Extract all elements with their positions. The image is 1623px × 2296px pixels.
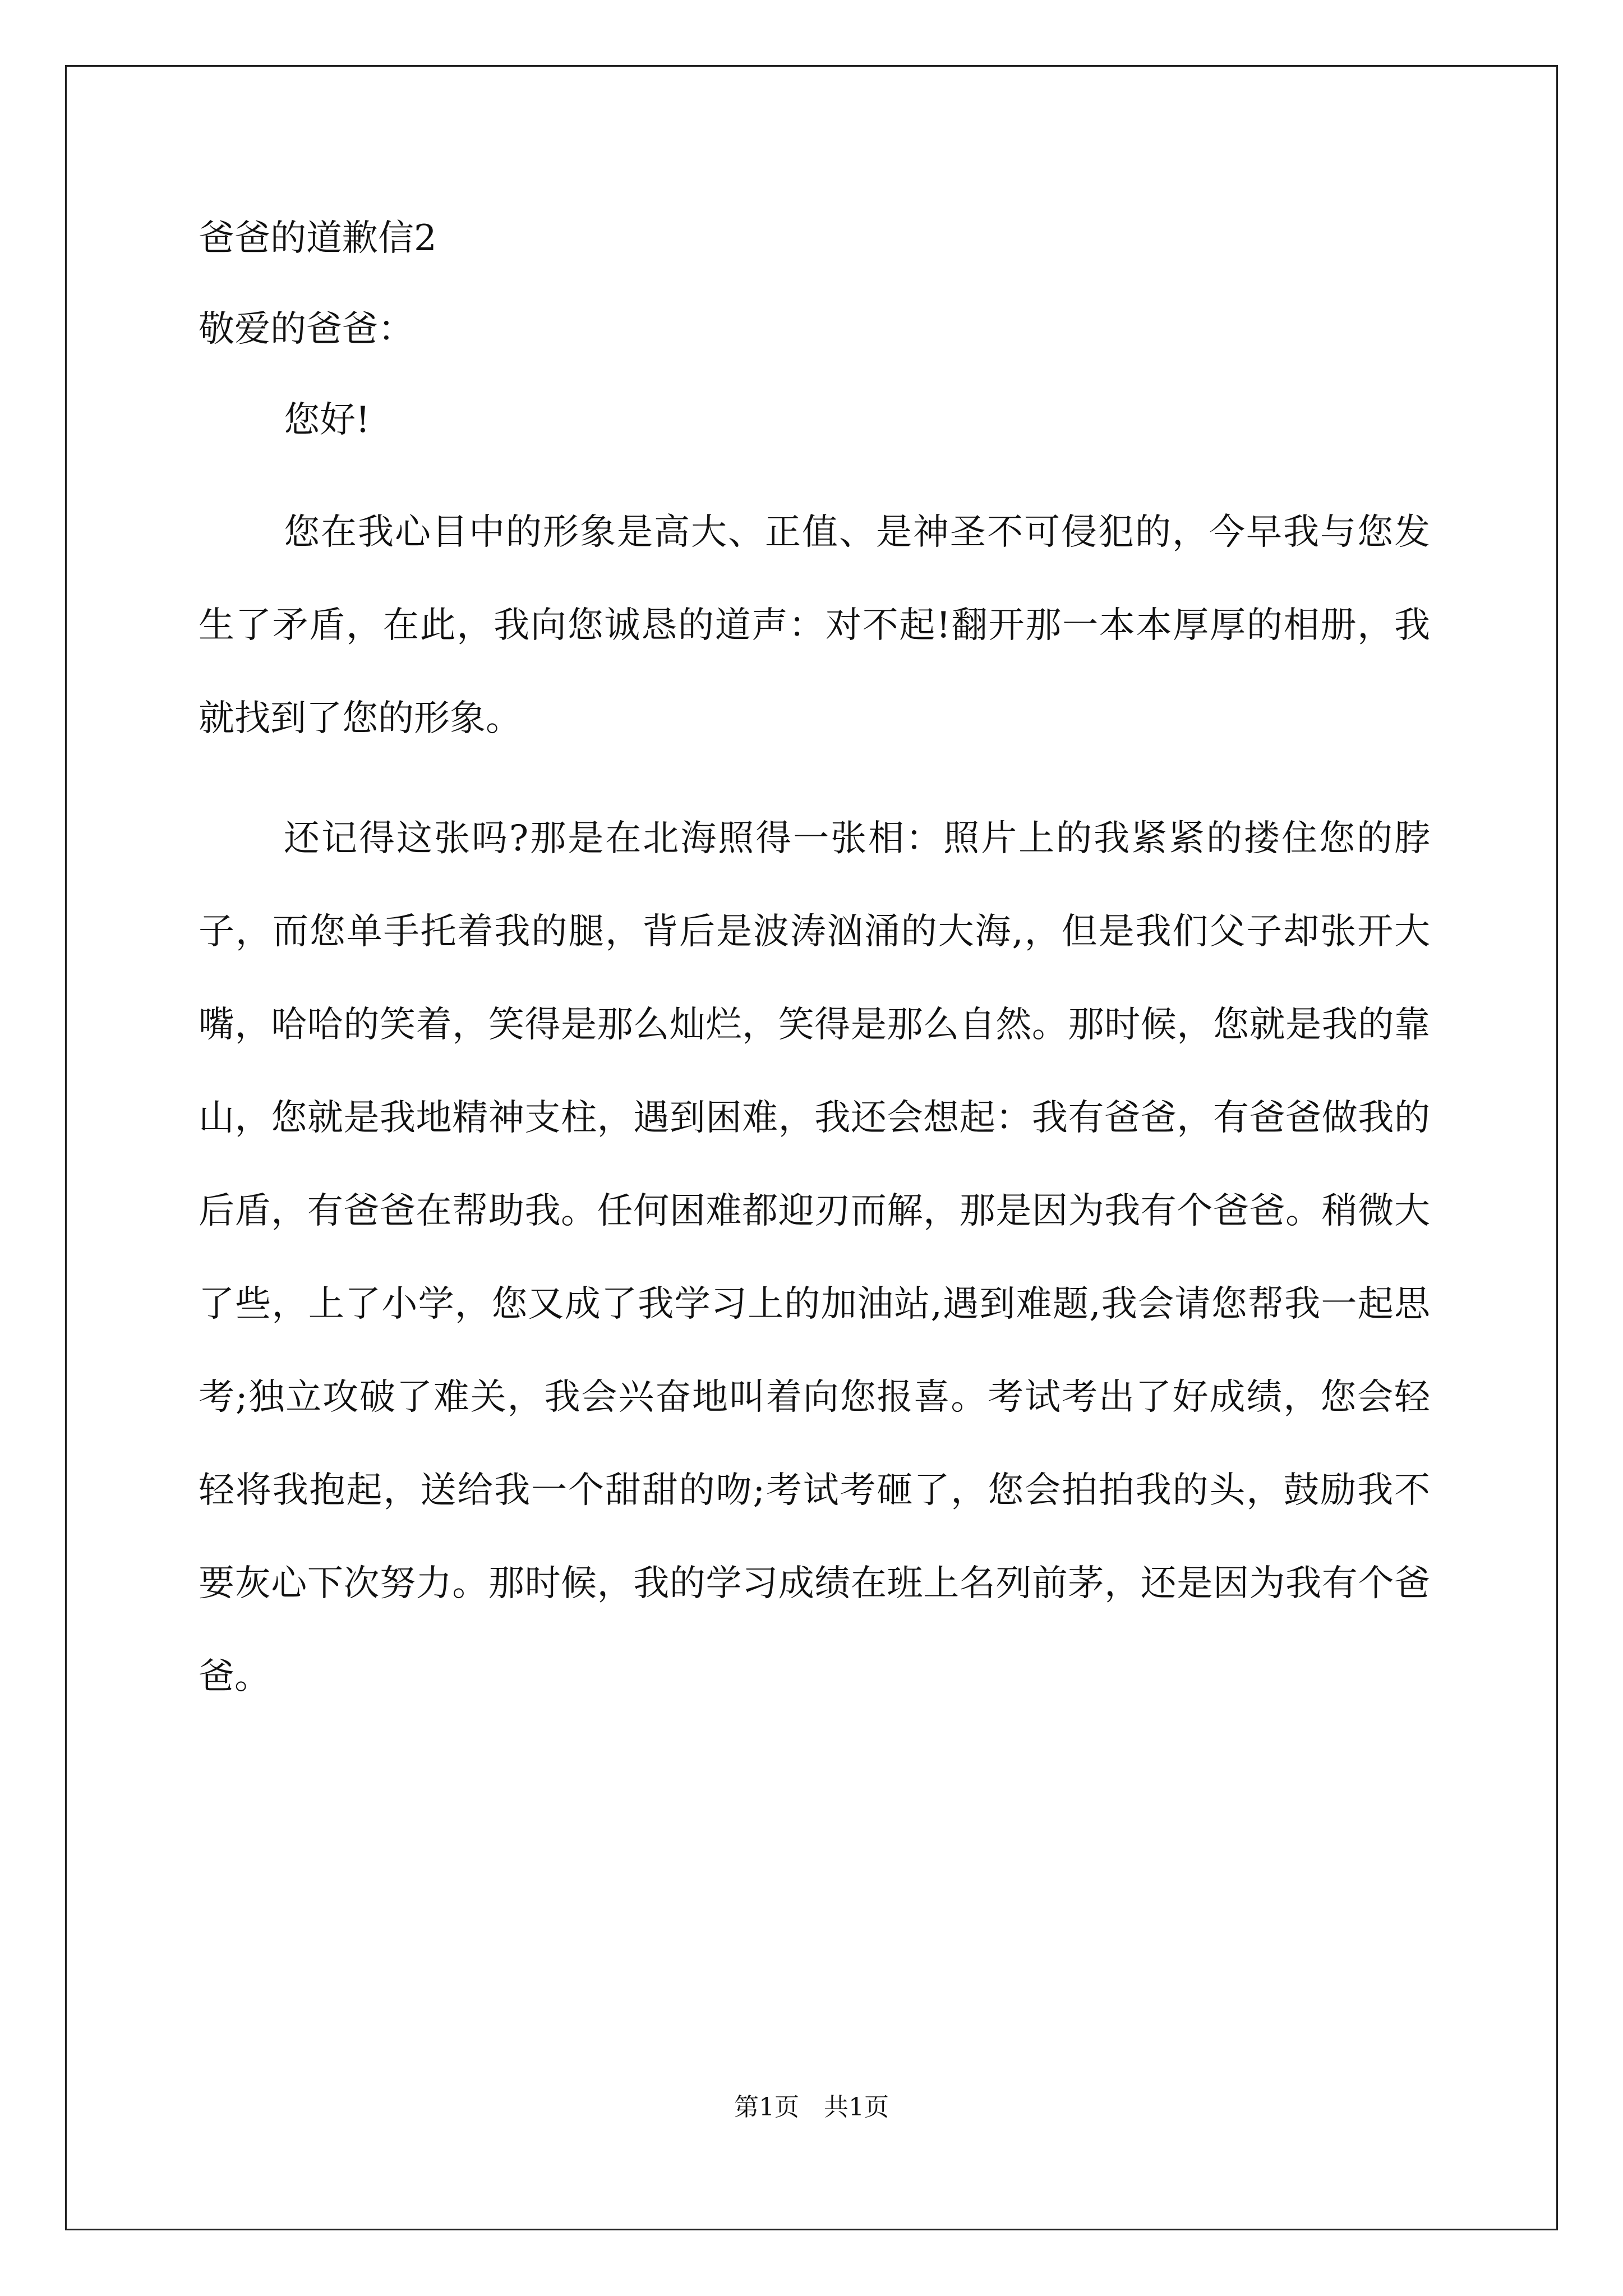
paragraph-1: 您在我心目中的形象是高大、正值、是神圣不可侵犯的，今早我与您发生了矛盾，在此，我向您诚恳的道声：对不起!翻开那一本本厚厚的相册，我就找到了您的形象。 xyxy=(199,512,1430,739)
letter-body xyxy=(199,213,1430,1723)
letter-title: 爸爸的道歉信2 xyxy=(199,218,437,259)
page-footer: 第1页 共1页 xyxy=(734,2093,889,2122)
letter-greeting: 您好! xyxy=(284,399,370,441)
paragraph-2: 还记得这张吗?那是在北海照得一张相：照片上的我紧紧的搂住您的脖子，而您单手托着我的腿，背后是波涛汹涌的大海,，但是我们父子却张开大嘴，哈哈的笑着，笑得是那么灿烂，笑得是那么自然。那时候，您就是我的靠山，您就是我地精神支柱，遇到困难，我还会想起：我有爸爸，有爸爸做我的后盾，有爸爸在帮助我。任何困难都迎刃而解，那是因为我有个爸爸。稍微大了些，上了小学，您又成了我学习上的加油站,遇到难题,我会请您帮我一起思考;独立攻破了难关，我会兴奋地叫着向您报喜。考试考出了好成绩，您会轻轻将我抱起，送给我一个甜甜的吻;考试考砸了，您会拍拍我的头，鼓励我不要灰心下次努力。那时候，我的学习成绩在班上名列前茅，还是因为我有个爸爸。 xyxy=(199,818,1430,1697)
letter-salutation: 敬爱的爸爸： xyxy=(199,309,414,350)
